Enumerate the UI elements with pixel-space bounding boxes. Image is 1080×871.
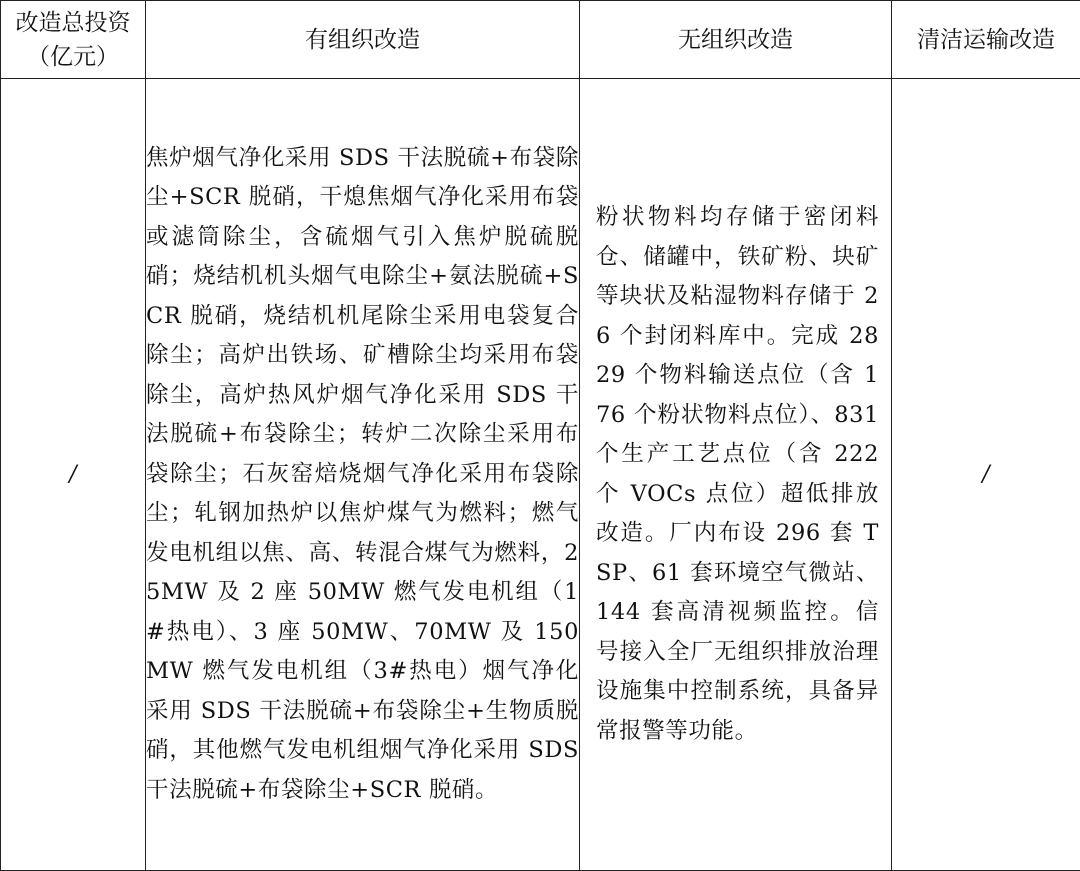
table-row [1,79,1080,871]
cell-organized-renovation: 焦炉烟气净化采用 SDS 干法脱硫+布袋除尘+SCR 脱硝，干熄焦烟气净化采用布袋或滤筒除尘，含硫烟气引入焦炉脱硫脱硝；烧结机机头烟气电除尘+氨法脱硫+SCR 脱硝，烧结机机尾除尘采用电袋复合除尘；高炉出铁场、矿槽除尘均采用布袋除尘，高炉热风炉烟气净化采用 SDS 干法脱硫+布袋除尘；转炉二次除尘采用布袋除尘；石灰窑焙烧烟气净化采用布袋除尘；轧钢加热炉以焦炉煤气为燃料；燃气发电机组以焦、高、转混合煤气为燃料，25MW 及 2 座 50MW 燃气发电机组（1#热电）、3 座 50MW、70MW 及 150MW 燃气发电机组（3#热电）烟气净化采用 SDS 干法脱硫+布袋除尘+生物质脱硝，其他燃气发电机组烟气净化采用 SDS 干法脱硫+布袋除尘+SCR 脱硝。 [146,79,580,871]
header-unorganized-renovation: 无组织改造 [580,1,892,79]
cell-unorganized-renovation: 粉状物料均存储于密闭料仓、储罐中，铁矿粉、块矿等块状及粘湿物料存储于 26 个封闭料库中。完成 2829 个物料输送点位（含 176 个粉状物料点位）、831 个生产工艺点位（含 222 个 VOCs 点位）超低排放改造。厂内布设 296 套 TSP、61 套环境空气微站、144 套高清视频监控。信号接入全厂无组织排放治理设施集中控制系统，具备异常报警等功能。 [580,79,892,871]
header-clean-transport-renovation: 清洁运输改造 [892,1,1080,79]
header-organized-renovation: 有组织改造 [146,1,580,79]
cell-total-investment: / [1,79,146,871]
cell-clean-transport-renovation: / [892,79,1080,871]
table-header-row [1,1,1080,79]
header-total-investment: 改造总投资（亿元） [1,1,146,79]
